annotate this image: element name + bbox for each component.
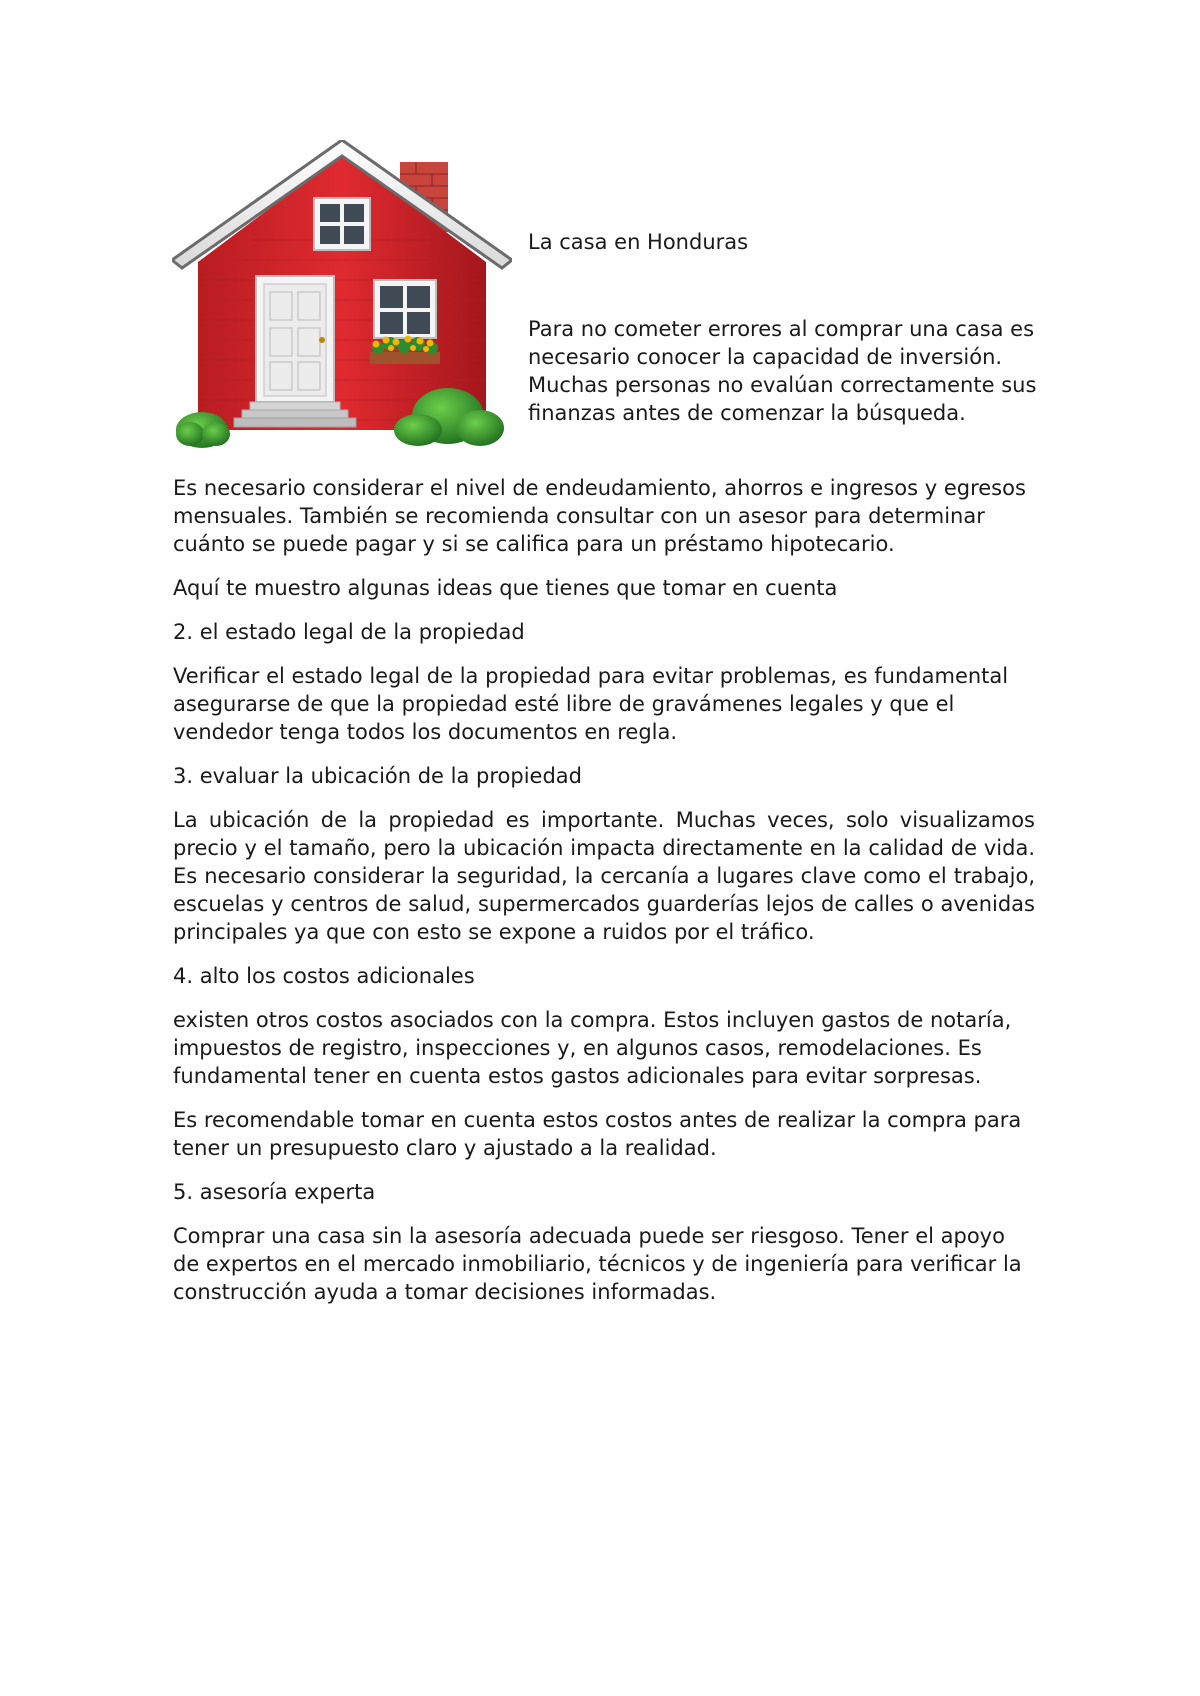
paragraph-costs: existen otros costos asociados con la compra. Estos incluyen gastos de notaría, impuestos de registro, inspecciones y, en algunos casos, remodelaciones. Es fundamental tener en cuenta estos gastos adicionales para evitar sorpresas. [173, 1008, 1012, 1088]
section-heading-location: 3. evaluar la ubicación de la propiedad [173, 764, 582, 788]
house-icon [172, 140, 512, 450]
section-heading-costs: 4. alto los costos adicionales [173, 964, 475, 988]
front-steps [234, 402, 356, 427]
side-window [374, 280, 436, 338]
document-body [173, 474, 1035, 1322]
section-heading-advice: 5. asesoría experta [173, 1180, 376, 1204]
paragraph-location: La ubicación de la propiedad es importante. Muchas veces, solo visualizamos precio y el tamaño, pero la ubicación impacta directamente en la calidad de vida. Es necesario considerar la seguridad, la cercanía a lugares clave como el trabajo, escuelas y centros de salud, supermercados guarderías lejos de calles o avenidas principales ya que con esto se expone a ruidos por el tráfico. [173, 808, 1035, 944]
paragraph-ideas: Aquí te muestro algunas ideas que tienes que tomar en cuenta [173, 576, 838, 600]
paragraph-advice: Comprar una casa sin la asesoría adecuada puede ser riesgoso. Tener el apoyo de expertos en el mercado inmobiliario, técnicos y de ingeniería para verificar la construcción ayuda a tomar decisiones informadas. [173, 1224, 1022, 1304]
intro-paragraph: Para no cometer errores al comprar una casa es necesario conocer la capacidad de inversión. Muchas personas no evalúan correctamente sus finanzas antes de comenzar la búsqueda. [528, 317, 1037, 425]
upper-window [314, 198, 370, 250]
paragraph-budget: Es recomendable tomar en cuenta estos costos antes de realizar la compra para tener un presupuesto claro y ajustado a la realidad. [173, 1108, 1022, 1160]
paragraph-debt: Es necesario considerar el nivel de endeudamiento, ahorros e ingresos y egresos mensuales. También se recomienda consultar con un asesor para determinar cuánto se puede pagar y si se califica para un préstamo hipotecario. [173, 476, 1026, 556]
section-heading-legal: 2. el estado legal de la propiedad [173, 620, 525, 644]
intro-block [528, 228, 1038, 427]
front-door [256, 276, 334, 402]
document-title: La casa en Honduras [528, 230, 749, 254]
paragraph-legal: Verificar el estado legal de la propiedad para evitar problemas, es fundamental asegurarse de que la propiedad esté libre de gravámenes legales y que el vendedor tenga todos los documentos en regla. [173, 664, 1009, 744]
